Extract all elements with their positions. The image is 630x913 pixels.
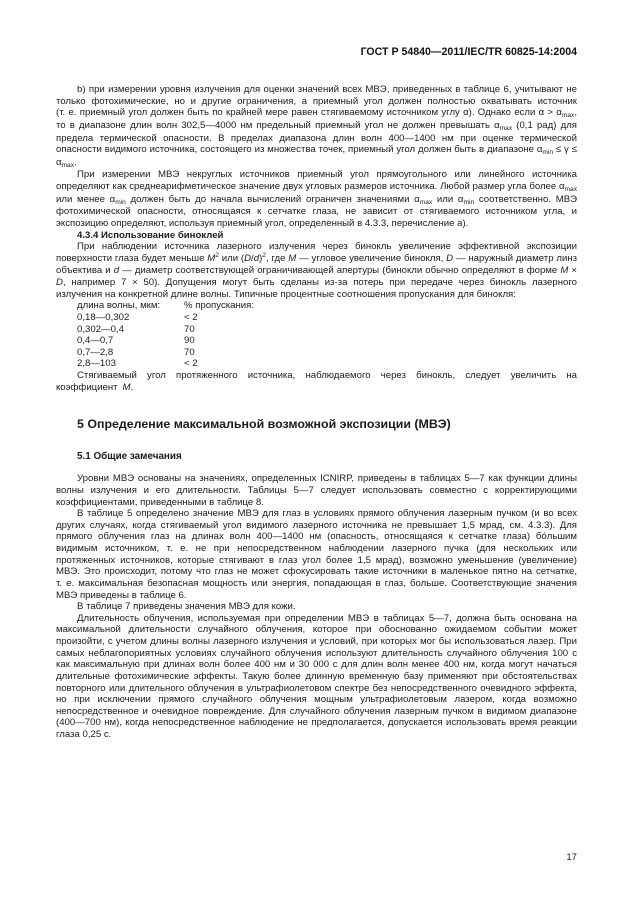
paragraph-noncircular-sources: При измерении МВЭ некруглых источников приемный угол прямоугольного или линейного источника определяют как среднеарифметическое значение двух угловых размеров источника. Любой размер угла более $\alpha_{max}$ или менее $\alpha_{min}$ должен быть до начала вычислений ограничен значениями $\alpha_{max}$ или $\alpha_{min}$ соответственно. МВЭ фотохимической опасности, относящаяся к сетчатке глаза, не зависит от стягиваемого источником угла, и экспозицию определяют, используя приемный угол, определенный в 4.3.3, перечисление а).	[56, 169, 577, 229]
cell-wavelength: 2,8—103	[77, 358, 116, 370]
table-row	[77, 324, 304, 336]
heading-section-5: 5 Определение максимальной возможной экспозиции (МВЭ)	[77, 417, 451, 432]
transmission-table	[77, 300, 304, 370]
heading-section-5-1: 5.1 Общие замечания	[77, 451, 182, 463]
cell-transmission: < 2	[184, 311, 198, 323]
cell-transmission: 70	[184, 323, 195, 335]
spacer-before-section-5	[56, 393, 577, 417]
spacer-after-section-5-1	[56, 463, 577, 473]
paragraph-exposure-duration: Длительность облучения, используемая при определении МВЭ в таблицах 5—7, должна быть основана на максимальной длительности случайного облучения, которое при обоснованно ожидаемом событии может произойти, с учетом длины волны лазерного излучения и условий, при которых мог бы использоваться лазер. При самых неблагопориятных условиях случайного облучения используют длительность случайного облучения 100 с как максимальную при длинах волн более 400 нм и 30 000 с для длин волн менее 400 нм, когда могут начаться длительные фотохимические эффекты. Такую более длинную временную базу применяют при обстоятельствах повторного или длительного облучения в ультрафиолетовом спектре без непосредственного очевидного эффекта, но при исключении прямого случайного облучения мощным ультрафиолетовым лазером, когда возможно непосредственное и очевидное повреждение. Для случайного облучения лазерным пучком в видимом диапазоне (400—700 нм), когда непосредственное наблюдение не предполагается, допускается использовать время реакции глаза 0,25 с.	[56, 612, 577, 740]
page-number: 17	[566, 852, 577, 863]
paragraph-binoculars: При наблюдении источника лазерного излучения через бинокль увеличение эффективной экспозиции поверхности глаза будет меньше $M^2$ или $(D/d)^2$, где M — угловое увеличение бинокля, D — наружный диаметр линз объектива и d — диаметр соответствующей ограничивающей апертуры (бинокли обычно определяют в форме M × D, например 7 × 50). Допущения могут быть сделаны из-за потерь при передаче через бинокль лазерного излучения на конкретной длине волны. Типичные процентные соотношения пропускания для бинокля:	[56, 241, 578, 300]
paragraph-icnirp-levels: Уровни МВЭ основаны на значениях, определенных ICNIRP, приведены в таблицах 5—7 как функции длины волны излучения и его длительности. Таблицы 5—7 следует использовать совместно с корректирующими коэффициентами, приведенными в таблице 8.	[56, 473, 577, 508]
cell-transmission: < 2	[184, 358, 198, 370]
paragraph-table-5: В таблице 5 определено значение МВЭ для глаз в условиях прямого облучения лазерным пучком (и во всех других случаях, когда стягиваемый угол видимого лазерного источника не превышает 1,5 мрад, см. 4.3.3). Для прямого облучения глаз на длинах волн 400—1400 нм (опасность, относящаяся к сетчатке глаза) бо́льшим видимым источником, т. е. не при непосредственном наблюдении лазерного пучка (для нескольких или протяженных источников, которые стягивают в глаз угол более 1,5 мрад), возможно уменьшение (увеличение) МВЭ. Это происходит, потому что глаз не может сфокусировать такие источники в маленькое пятно на сетчатке, т. е. максимальная безопасная мощность или энергия, попадающая в глаз, больше. Соответствующие значения МВЭ приведены в таблице 6.	[56, 508, 577, 601]
cell-wavelength: 0,302—0,4	[77, 323, 124, 335]
table-row	[77, 347, 304, 359]
table-row	[77, 312, 304, 324]
cell-wavelength: 0,18—0,302	[77, 311, 130, 323]
cell-wavelength: 0,4—0,7	[77, 335, 114, 347]
paragraph-table-7: В таблице 7 приведены значения МВЭ для кожи.	[77, 601, 296, 613]
page-content	[56, 84, 577, 741]
table-row	[77, 335, 304, 347]
column-header-transmission: % пропускания:	[184, 300, 255, 312]
cell-transmission: 70	[184, 346, 195, 358]
table-row	[77, 358, 304, 370]
spacer-after-section-5	[56, 431, 577, 451]
paragraph-subtended-angle: Стягиваемый угол протяженного источника, наблюдаемого через бинокль, следует увеличить на коэффициент M.	[56, 370, 577, 393]
heading-4-3-4: 4.3.4 Использование биноклей	[77, 229, 224, 241]
cell-wavelength: 0,7—2,8	[77, 346, 114, 358]
column-header-wavelength: длина волны, мкм:	[77, 300, 161, 312]
cell-transmission: 90	[184, 335, 195, 347]
page-header: ГОСТ Р 54840—2011/IEC/TR 60825-14:2004	[360, 46, 577, 58]
table-header-row	[77, 300, 304, 312]
paragraph-item-b: b) при измерении уровня излучения для оценки значений всех МВЭ, приведенных в таблице 6, учитывают не только фотохимические, но и другие ограничения, а приемный угол должен полностью охватывать источник (т. е. приемный угол должен быть по крайней мере равен стягиваемому источником углу α). Однако если $\alpha > \alpha_{max}$, то в диапазоне длин волн 302,5—4000 нм предельный приемный угол не должен превышать $\alpha_{max}$ (0,1 рад) для предела термической опасности. В пределах диапазона длин волн 400—1400 нм при оценке термической опасности видимого источника, состоящего из множества точек, приемный угол должен быть в диапазоне $\alpha_{min} \le \gamma \le \alpha_{max}$.	[56, 84, 578, 169]
